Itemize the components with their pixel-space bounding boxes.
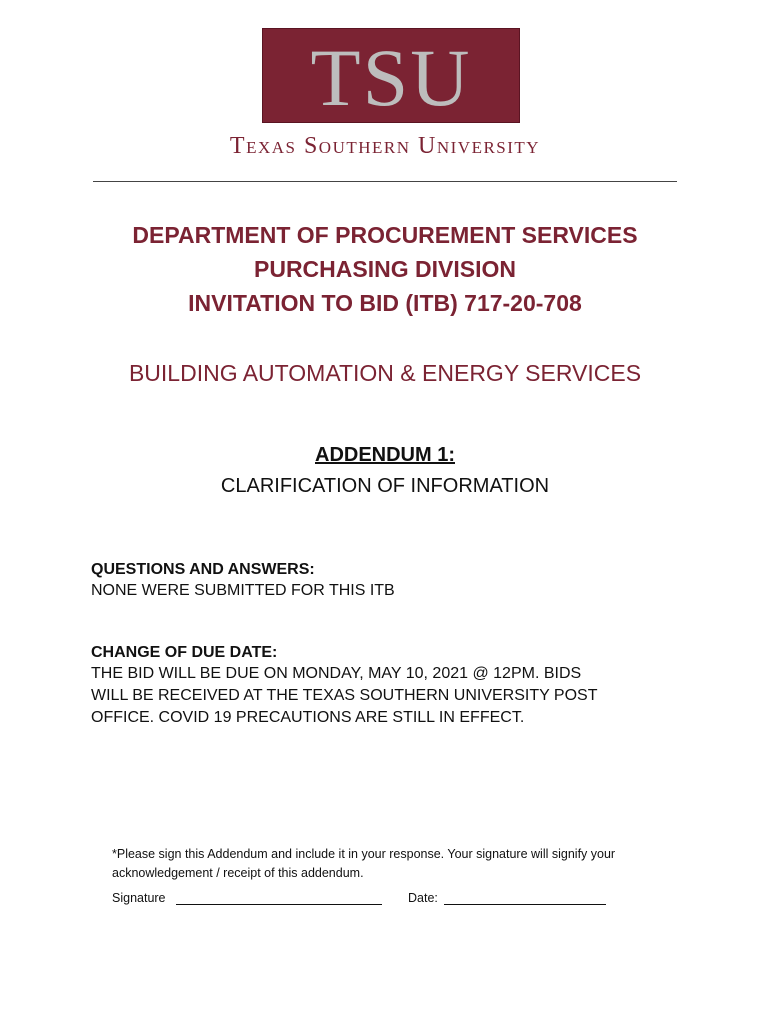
due-date-line: THE BID WILL BE DUE ON MONDAY, MAY 10, 2021 @ 12PM. BIDS: [91, 665, 582, 682]
addendum-subtitle: CLARIFICATION OF INFORMATION: [220, 475, 550, 497]
itb-heading: INVITATION TO BID (ITB) 717-20-708: [188, 290, 582, 316]
division-heading: PURCHASING DIVISION: [254, 256, 516, 282]
signature-line: [176, 904, 382, 905]
tsu-logo: [262, 28, 520, 123]
due-date-line: WILL BE RECEIVED AT THE TEXAS SOUTHERN UNIVERSITY POST: [91, 687, 598, 704]
department-heading: DEPARTMENT OF PROCUREMENT SERVICES: [132, 222, 638, 248]
signature-note: [112, 845, 692, 883]
bid-subtitle: BUILDING AUTOMATION & ENERGY SERVICES: [128, 360, 642, 386]
header-divider: [93, 181, 677, 182]
date-line: [444, 904, 606, 905]
addendum-title: ADDENDUM 1:: [315, 444, 455, 466]
due-date-title: CHANGE OF DUE DATE:: [91, 644, 278, 661]
qa-body: NONE WERE SUBMITTED FOR THIS ITB: [91, 582, 395, 599]
logo-text: TSU: [310, 31, 472, 123]
university-name: Texas Southern University: [229, 133, 541, 159]
signature-label: Signature: [112, 891, 166, 905]
note-line: *Please sign this Addendum and include it in your response. Your signature will signify your: [112, 847, 616, 861]
due-date-line: OFFICE. COVID 19 PRECAUTIONS ARE STILL IN EFFECT.: [91, 709, 525, 726]
date-label: Date:: [408, 891, 438, 905]
qa-title: QUESTIONS AND ANSWERS:: [91, 561, 315, 578]
note-line: acknowledgement / receipt of this addendum.: [112, 866, 364, 880]
